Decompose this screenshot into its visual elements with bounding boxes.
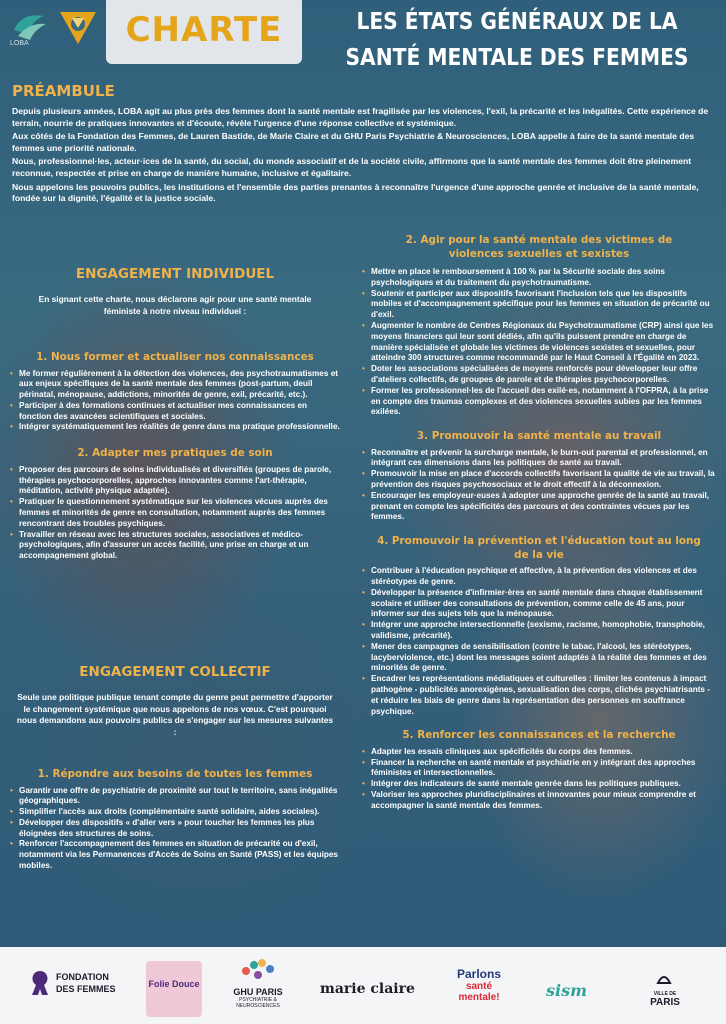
list-item: • Reconnaître et prévenir la surcharge mentale, le burn-out parental et professionnel, en intégrant ces dimensions dans les politiques de santé au travail. [362, 448, 716, 470]
marie-claire-logo: marie claire [320, 981, 415, 997]
sponsor-name: GHU PARIS [233, 987, 283, 997]
list-item: • Travailler en réseau avec les structures sociales, associatives et médico-psychologiques, afin d'assurer un accès facilité, une prise en charge et un accompagnement global. [10, 530, 340, 562]
sponsor-name: PSYCHIATRIE & NEUROSCIENCES [236, 997, 280, 1009]
page-title: LES ÉTATS GÉNÉRAUX DE LA SANTÉ MENTALE DES FEMMES [345, 9, 689, 71]
list-item: • Adapter les essais cliniques aux spécificités du corps des femmes. [362, 747, 716, 758]
engagement-collectif-continued [362, 234, 716, 812]
list-item: • Pratiquer le questionnement systématique sur les violences vécues auprès des femmes et minorités de genre en consultation, notamment auprès des femmes rencontrant des troubles psychiques. [10, 497, 340, 529]
list-item: • Encadrer les représentations médiatiques et culturelles : limiter les contenus à impact pathogène - publicités anorexigènes, sexualisation des corps, clichés psychiatrisants - et réduire les biais de genre dans la représentation des personnes en souffrance psychique. [362, 674, 716, 717]
ville-de-paris-logo [642, 991, 688, 1008]
sponsor-name: DES FEMMES [56, 984, 116, 994]
list-item: • Mener des campagnes de sensibilisation (contre le tabac, l'alcool, les stéréotypes, lacyberviolence, etc.) dont les messages soient adaptés à la réalité des femmes et des minorités de genre. [362, 642, 716, 674]
bullet-list [362, 747, 716, 812]
engagement-individuel [10, 266, 340, 562]
creation-logo-icon [54, 4, 102, 50]
section-title: 2. Adapter mes pratiques de soin [77, 447, 273, 460]
sponsor-name: FONDATION [56, 972, 109, 982]
preambule-text [12, 106, 712, 207]
preambule-paragraph: Nous, professionnel·les, acteur·ices de la santé, du social, du monde associatif et de la société civile, affirmons que la santé mentale des femmes doit être pleinement reconnue, respectée et prise en charge de manière humaine, inclusive et égalitaire. [12, 156, 692, 178]
list-item: • Développer des dispositifs « d'aller vers » pour toucher les femmes les plus éloignées des structures de soins. [10, 818, 340, 840]
folie-douce-logo [146, 961, 202, 1017]
ghu-paris-logo-icon [238, 957, 278, 983]
list-item: • Renforcer l'accompagnement des femmes en situation de précarité ou d'exil, notamment via les Permanences d'Accès de Soins en Santé (PASS) et les équipes mobiles. [10, 839, 340, 871]
section-title: 5. Renforcer les connaissances et la recherche [402, 729, 676, 742]
sponsor-name: Parlons [456, 967, 501, 981]
preambule-paragraph: Nous appelons les pouvoirs publics, les institutions et l'ensemble des parties prenantes à reconnaître l'urgence d'une approche genrée et inclusive de la santé mentale, fondée sur la dignité, l'égalité et la justice sociale. [12, 181, 699, 204]
parlons-sante-mentale-logo [444, 967, 514, 1003]
section-title: 2. Agir pour la santé mentale des victimes de violences sexuelles et sexistes [405, 234, 673, 260]
preambule-title: PRÉAMBULE [12, 82, 115, 100]
bullet-list [10, 369, 340, 434]
sponsor-name: santé mentale! [458, 981, 500, 1003]
header [0, 0, 726, 80]
list-item: • Mettre en place le remboursement à 100 % par la Sécurité sociale des soins psychologiques et du traitement du psychotraumatisme. [362, 267, 716, 289]
list-item: • Me former régulièrement à la détection des violences, des psychotraumatismes et aux enjeux spécifiques de la santé mentale des femmes (post-partum, deuil périnatal, ménopause, addictions, minorités de genre, exil, précarité, etc.). [10, 369, 340, 401]
sponsor-name: VILLE DE [653, 991, 677, 997]
ghu-paris-logo [226, 987, 290, 1009]
engagement-individuel-intro: En signant cette charte, nous déclarons agir pour une santé mentale féministe à notre niveau individuel : [38, 294, 312, 316]
ville-de-paris-logo-icon [654, 969, 674, 989]
list-item: • Simplifier l'accès aux droits (complémentaire santé solidaire, aides sociales). [10, 807, 340, 818]
list-item: • Former les professionnel·les de l'accueil des exilé·es, notamment à l'OFPRA, à la prise en compte des traumas complexes et des violences sexuelles subies par les femmes exilées. [362, 386, 716, 418]
list-item: • Intégrer une approche intersectionnelle (sexisme, racisme, homophobie, transphobie, validisme, précarité). [362, 620, 716, 642]
list-item: • Contribuer à l'éducation psychique et affective, à la prévention des violences et des stéréotypes de genre. [362, 566, 716, 588]
charte-title: CHARTE [125, 10, 283, 50]
list-item: • Garantir une offre de psychiatrie de proximité sur tout le territoire, sans inégalités géographiques. [10, 786, 340, 808]
list-item: • Intégrer systématiquement les réalités de genre dans ma pratique professionnelle. [10, 422, 340, 433]
engagement-collectif-title: ENGAGEMENT COLLECTIF [79, 664, 271, 680]
list-item: • Financer la recherche en santé mentale et psychiatrie en y intégrant des approches féministes et intersectionnelles. [362, 758, 716, 780]
bullet-list [362, 566, 716, 717]
sponsor-name: PARIS [650, 997, 680, 1008]
engagement-collectif-intro: Seule une politique publique tenant compte du genre peut permettre d'apporter le changement systémique que nous appelons de nos vœux. C'est pourquoi nous demandons aux pouvoirs publics de s'engager sur les mesures suivantes : [16, 692, 334, 737]
fondation-des-femmes-logo [56, 971, 116, 995]
charte-banner [106, 0, 302, 64]
bullet-list [362, 448, 716, 524]
sponsor-name: Folie Douce [148, 979, 200, 989]
sponsor-logos [0, 947, 726, 1024]
section-title: 3. Promouvoir la santé mentale au travail [416, 430, 662, 443]
sism-logo: sism [546, 981, 588, 1000]
bullet-list [362, 267, 716, 418]
fondation-des-femmes-logo-icon [28, 969, 52, 997]
bullet-list [10, 465, 340, 562]
list-item: • Intégrer des indicateurs de santé mentale genrée dans les politiques publiques. [362, 779, 716, 790]
list-item: • Participer à des formations continues et actualiser mes connaissances en fonction des avancées scientifiques et sociales. [10, 401, 340, 423]
section-title: 1. Répondre aux besoins de toutes les femmes [37, 768, 313, 780]
preambule-paragraph: Depuis plusieurs années, LOBA agit au plus près des femmes dont la santé mentale est fragilisée par les violences, l'exil, la précarité et les inégalités. Cette expérience de terrain, nourrie de pratiques innovantes et d'écoute, révèle l'urgence d'une réponse collective et systémique. [12, 106, 709, 128]
list-item: • Doter les associations spécialisées de moyens renforcés pour développer leur offre d'ateliers collectifs, de groupes de parole et de thérapies psychocorporelles. [362, 364, 716, 386]
list-item: • Développer la présence d'infirmier·ères en santé mentale dans chaque établissement scolaire et utiliser des consultations de prévention, comme celle de 45 ans, pour informer sur des sujets tels que la ménopause. [362, 588, 716, 620]
list-item: • Valoriser les approches pluridisciplinaires et innovantes pour mieux comprendre et accompagner la santé mentale des femmes. [362, 790, 716, 812]
list-item: • Encourager les employeur·euses à adopter une approche genrée de la santé au travail, prenant en compte les spécificités des parcours et des contraintes vécues par les femmes. [362, 491, 716, 523]
section-title: 4. Promouvoir la prévention et l'éducation tout au long de la vie [377, 535, 701, 561]
list-item: • Proposer des parcours de soins individualisés et diversifiés (groupes de parole, thérapies psychocorporelles, approches innovantes comme l'art-thérapie, méditation, activité physique adaptée). [10, 465, 340, 497]
list-item: • Promouvoir la mise en place d'accords collectifs favorisant la qualité de vie au travail, la prévention des risques psychosociaux et le droit effectif à la déconnexion. [362, 469, 716, 491]
list-item: • Soutenir et participer aux dispositifs favorisant l'inclusion tels que les dispositifs mobiles et d'accompagnement spécifique pour les femmes en situation de précarité ou d'exil. [362, 289, 716, 321]
bullet-list [10, 786, 340, 872]
engagement-collectif [10, 664, 340, 872]
section-title: 1. Nous former et actualiser nos connaissances [36, 351, 314, 363]
engagement-individuel-title: ENGAGEMENT INDIVIDUEL [75, 266, 275, 282]
preambule-paragraph: Aux côtés de la Fondation des Femmes, de Lauren Bastide, de Marie Claire et du GHU Paris Psychiatrie & Neurosciences, LOBA appelle à faire de la santé mentale des femmes une priorité nationale. [12, 131, 695, 153]
list-item: • Augmenter le nombre de Centres Régionaux du Psychotraumatisme (CRP) ainsi que les moyens financiers qui leur sont dédiés, afin qu'ils puissent prendre en charge de manière spécialisée et globale les victimes de violences sexistes et sexuelles, pour atteindre 300 structures comme recommandé par le Haut Conseil à l'Égalité en 2023. [362, 321, 716, 364]
loba-label: LOBA [10, 40, 29, 47]
